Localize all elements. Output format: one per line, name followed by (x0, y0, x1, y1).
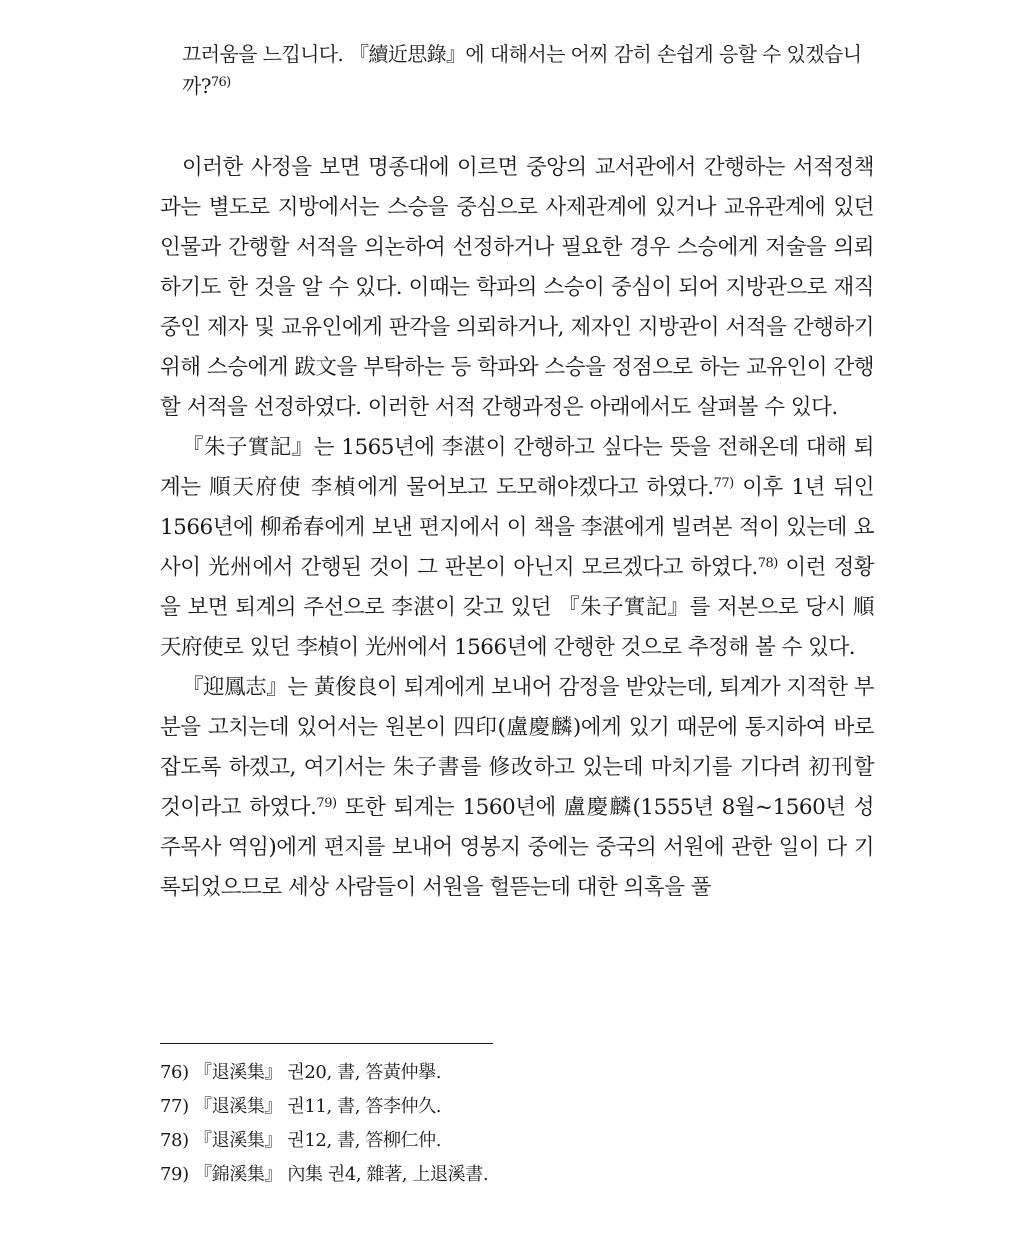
paragraph-2-text-c: 이런 정황을 보면 퇴계의 주선으로 李湛이 갖고 있던 『朱子實記』를 저본으로 당시 順天府使로 있던 李楨이 光州에서 1566년에 간행한 것으로 추정해 볼 수 있다. (160, 555, 875, 660)
block-quote (182, 38, 882, 102)
quote-text: 끄러움을 느낍니다. 『續近思錄』에 대해서는 어찌 감히 손쉽게 응할 수 있겠습니까? (182, 42, 862, 98)
paragraph-2-text-b: 이후 1년 뒤인 1566년에 柳希春에게 보낸 편지에서 이 책을 李湛에게 빌려본 적이 있는데 요사이 光州에서 간행된 것이 그 판본이 아닌지 모르겠다고 하였다. (160, 475, 874, 580)
footnote-ref-78: 78) (757, 556, 778, 571)
footnote-77: 77) 『退溪集』 권11, 書, 答李仲久. (160, 1096, 442, 1117)
paragraph-1 (160, 148, 874, 428)
footnote-divider (160, 1043, 493, 1044)
footnote-ref-77: 77) (713, 476, 734, 491)
body-text (160, 148, 874, 908)
paragraph-2-text-a: 『朱子實記』는 1565년에 李湛이 간행하고 싶다는 뜻을 전해온데 대해 퇴계는 順天府使 李楨에게 물어보고 도모해야겠다고 하였다. (160, 435, 874, 500)
footnote-ref-79: 79) (316, 796, 337, 811)
paragraph-3-text-b: 또한 퇴계는 1560년에 盧慶麟(1555년 8월~1560년 성주목사 역임)에게 편지를 보내어 영봉지 중에는 중국의 서원에 관한 일이 다 기록되었으므로 세상 사람들이 서원을 헐뜯는데 대한 의혹을 풀 (160, 795, 874, 900)
footnote-ref-76: 76) (210, 75, 231, 90)
paragraph-1-text: 이러한 사정을 보면 명종대에 이르면 중앙의 교서관에서 간행하는 서적정책과는 별도로 지방에서는 스승을 중심으로 사제관계에 있거나 교유관계에 있던 인물과 간행할 서적을 의논하여 선정하거나 필요한 경우 스승에게 저술을 의뢰하기도 한 것을 알 수 있다. 이때는 학파의 스승이 중심이 되어 지방관으로 재직 중인 제자 및 교유인에게 판각을 의뢰하거나, 제자인 지방관이 서적을 간행하기 위해 스승에게 跋文을 부탁하는 등 학파와 스승을 정점으로 하는 교유인이 간행할 서적을 선정하였다. 이러한 서적 간행과정은 아래에서도 살펴볼 수 있다. (160, 155, 874, 420)
footnote-79: 79) 『錦溪集』 內集 권4, 雜著, 上退溪書. (160, 1164, 489, 1185)
paragraph-3-text-a: 『迎鳳志』는 黃俊良이 퇴계에게 보내어 감정을 받았는데, 퇴계가 지적한 부분을 고치는데 있어서는 원본이 四印(盧慶麟)에게 있기 때문에 통지하여 바로잡도록 하겠고, 여기서는 朱子書를 修改하고 있는데 마치기를 기다려 初刊할 것이라고 하였다. (160, 675, 874, 820)
footnote-78: 78) 『退溪集』 권12, 書, 答柳仁仲. (160, 1130, 442, 1151)
footnote-76: 76) 『退溪集』 권20, 書, 答黃仲擧. (160, 1062, 442, 1083)
paragraph-2 (160, 428, 874, 668)
footnotes (160, 1056, 874, 1192)
paragraph-3 (160, 668, 874, 908)
